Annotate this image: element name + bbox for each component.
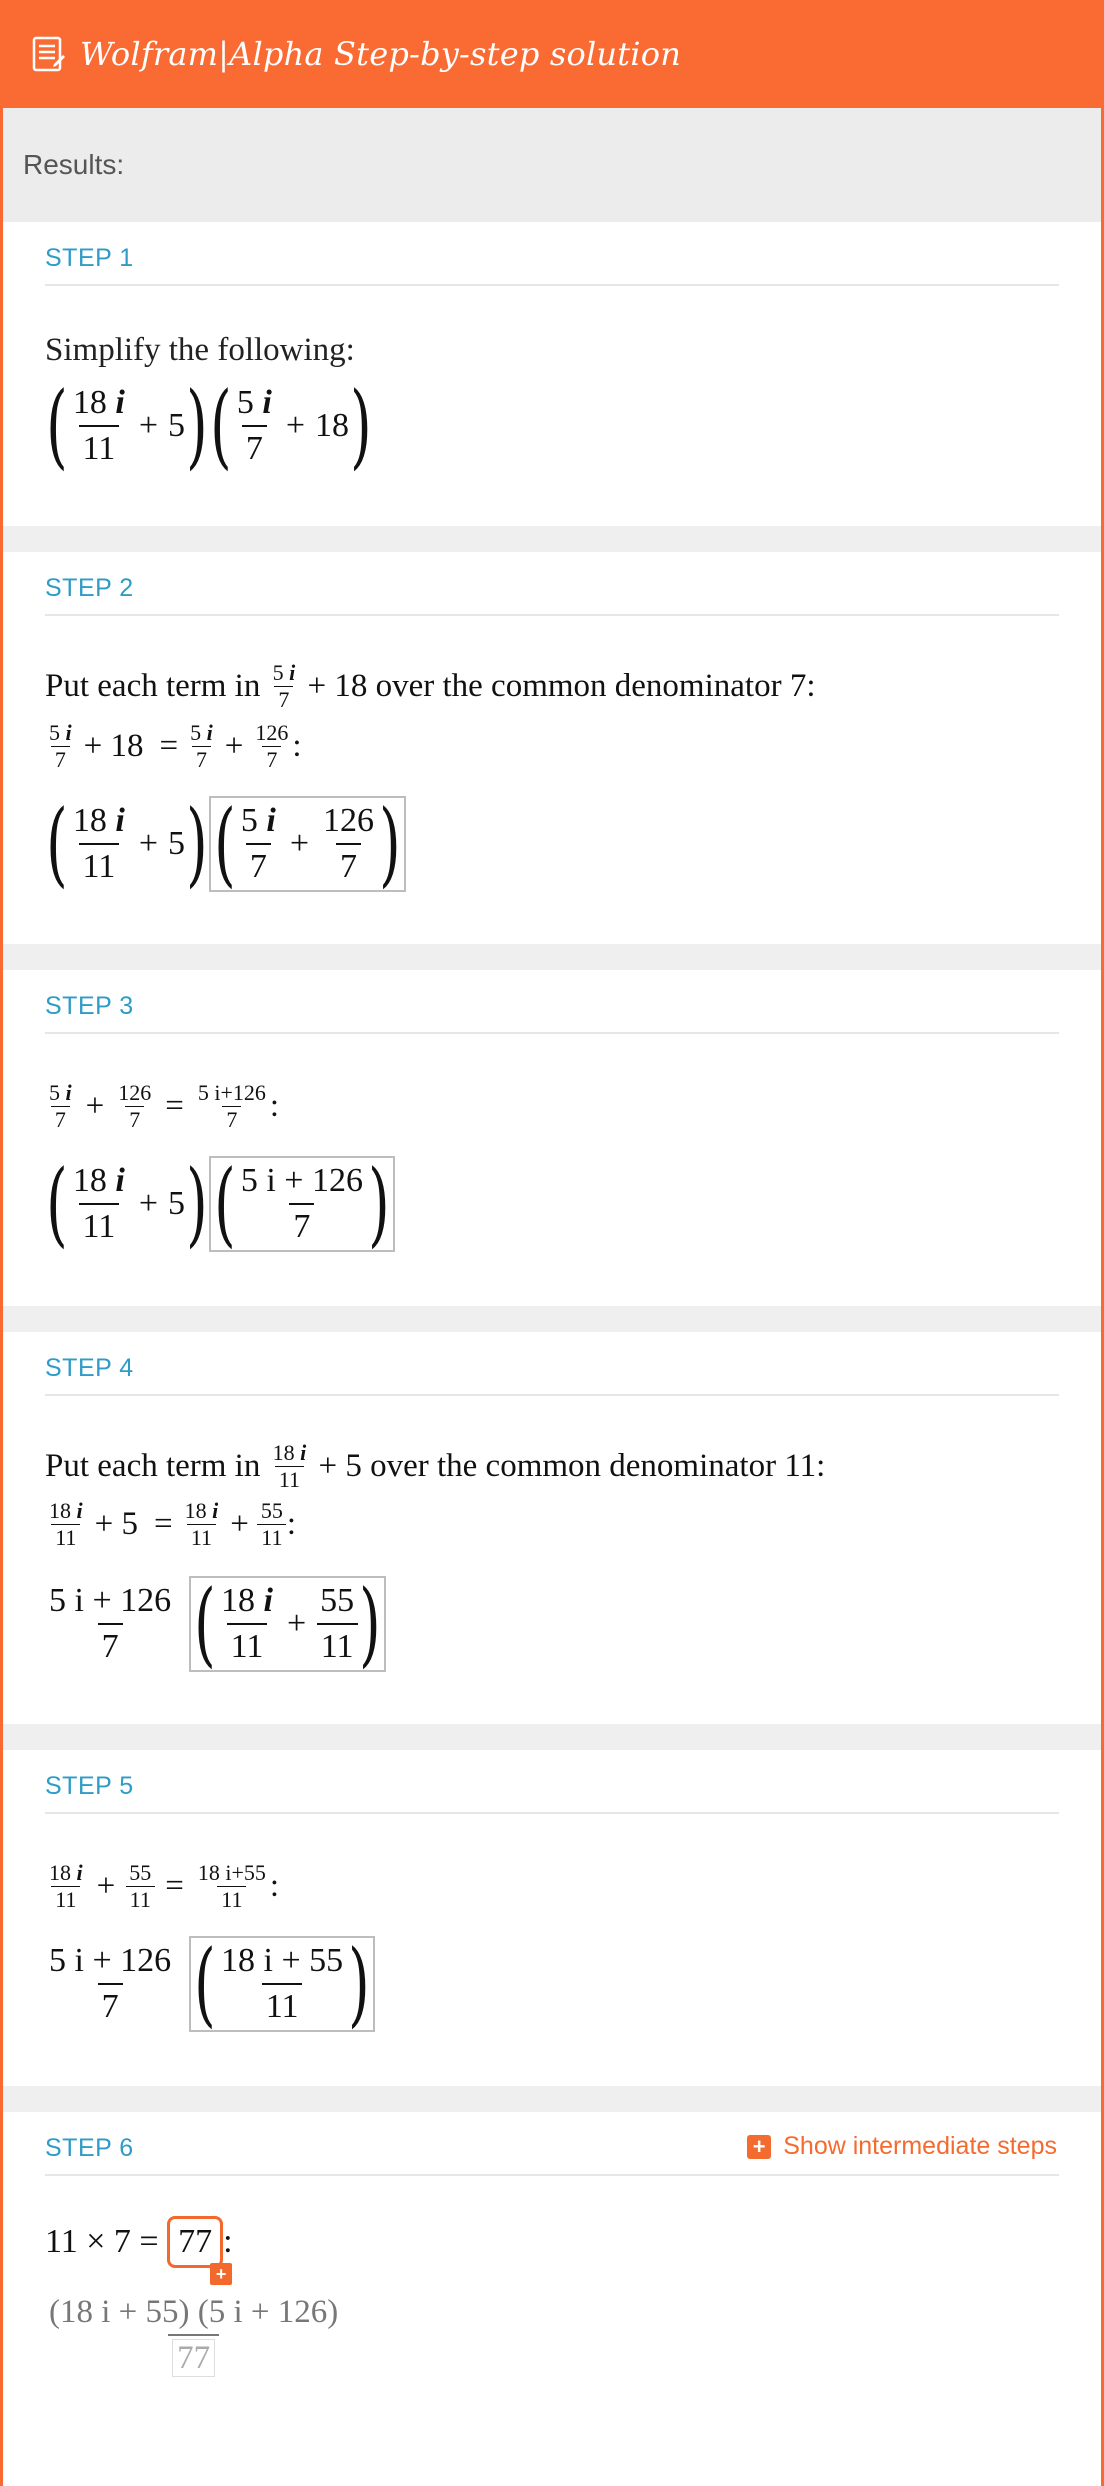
divider [45,614,1059,616]
step-prose: Put each term in $\frac{5 i}{7}$ + 18 over the common denominator 7: [45,660,816,712]
step-2 [3,552,1101,944]
expand-plus-icon[interactable]: + [210,2263,232,2285]
step-formula: $\frac{5 i + 126}{7}$ ( $\frac{18 i}{11}$ + $\frac{55}{11}$ ) [45,1576,386,1672]
step-formula: ( $\frac{18 i}{11}$ + 5 ) ( $\frac{5 i}{7}$ + 18 ) [46,372,372,479]
results-bar [3,108,1101,222]
step-equation: $\frac{5 i}{7}$ + $\frac{126}{7}$ = $\frac{5 i+126}{7}$ : [49,1080,280,1132]
step-label: STEP 2 [45,574,134,602]
section-gap [3,2086,1101,2112]
step-formula: $\frac{5 i + 126}{7}$ ( $\frac{18 i + 55}{11}$ ) [45,1936,375,2032]
step-label: STEP 5 [45,1772,134,1800]
step-equation: $\frac{18 i}{11}$ + $\frac{55}{11}$ = $\frac{18 i+55}{11}$ : [49,1860,280,1912]
divider [45,1032,1059,1034]
step-formula: $\frac{(18 i + 55) (5 i + 126)}{77}$ [45,2290,342,2380]
step-prose: Simplify the following: [45,332,355,368]
header-bar [0,0,1104,108]
step-formula: ( $\frac{18 i}{11}$ + 5 ) ( $\frac{5 i + 126}{7}$ ) [45,1156,395,1252]
step-1 [3,222,1101,526]
divider [45,284,1059,286]
step-label: STEP 6 [45,2134,134,2162]
divider [45,1812,1059,1814]
step-label: STEP 3 [45,992,134,1020]
step-equation: $\frac{5 i}{7}$ + 18 = $\frac{5 i}{7}$ + $\frac{126}{7}$ : [49,720,302,772]
step-label: STEP 4 [45,1354,134,1382]
notepad-icon [30,34,66,74]
plus-icon: + [747,2135,771,2159]
section-gap [3,1306,1101,1332]
section-gap [3,526,1101,552]
step-formula: ( $\frac{18 i}{11}$ + 5 ) ( $\frac{5 i}{7}$ + $\frac{126}{7}$ ) [45,796,406,892]
page-title: Wolfram|Alpha Step-by-step solution [80,35,682,73]
expandable-value[interactable]: 77 + [167,2216,223,2268]
step-equation: 11 × 7 = 77 + : [45,2216,233,2268]
step-5 [3,1750,1101,2086]
show-intermediate-steps-label: Show intermediate steps [783,2132,1057,2160]
section-gap [3,944,1101,970]
step-label: STEP 1 [45,244,134,272]
step-equation: $\frac{18 i}{11}$ + 5 = $\frac{18 i}{11}$ + $\frac{55}{11}$ : [49,1498,297,1550]
divider [45,2174,1059,2176]
step-6 [3,2112,1101,2486]
results-label: Results: [23,149,125,180]
section-gap [3,1724,1101,1750]
divider [45,1394,1059,1396]
step-4 [3,1332,1101,1724]
show-intermediate-steps-button[interactable] [747,2132,1057,2161]
step-3 [3,970,1101,1306]
step-prose: Put each term in $\frac{18 i}{11}$ + 5 over the common denominator 11: [45,1440,826,1492]
